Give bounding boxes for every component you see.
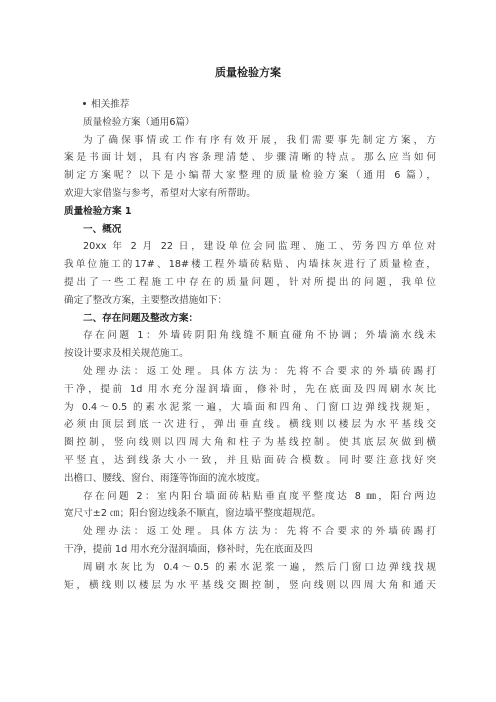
- paragraph-line: 提出了一些工程施工中存在的质量问题，针对所提出的问题，我单位: [64, 276, 436, 288]
- paragraph-line: 宽尺寸±2 ㎝；阳台窗边线条不顺直，窗边墙平整度超规范。: [64, 508, 322, 520]
- related-link-row[interactable]: [64, 96, 436, 114]
- bullet-icon: [83, 102, 86, 105]
- paragraph-line: 干净，提前 1d 用水充分湿润墙面，修补时，先在底面及四: [64, 543, 313, 555]
- paragraph-line: 处理办法：返工处理。具体方法为：先将不合要求的外墙砖踢打: [83, 526, 436, 538]
- paragraph-line: 存在问题 2：室内阳台墙面砖粘贴垂直度平整度达 8 ㎜，阳台两边: [83, 490, 436, 502]
- subtitle: 质量检验方案（通用6篇）: [83, 116, 195, 128]
- paragraph-line: 圈控制，竖向线则以四周大角和柱子为基线控制。使其底层灰做到横: [64, 437, 436, 449]
- document-body: [64, 96, 436, 594]
- paragraph-line: 确定了整改方案，主要整改措施如下：: [64, 294, 228, 306]
- paragraph-line: 矩，横线则以楼层为水平基线交圈控制，竖向线则以四周大角和通天: [64, 579, 436, 591]
- paragraph-line: 为了确保事情或工作有序有效开展，我们需要事先制定方案，方: [83, 134, 436, 146]
- subsection-heading: 二、存在问题及整改方案：: [83, 312, 199, 324]
- paragraph-line: 案是书面计划，具有内容条理清楚、步骤清晰的特点。那么应当如何: [64, 152, 436, 164]
- paragraph-line: 处理办法：返工处理。具体方法为：先将不合要求的外墙砖踢打: [83, 365, 436, 377]
- paragraph-line: 周刷水灰比为 0.4～0.5 的素水泥浆一遍，然后门窗口边弹线找规: [83, 561, 436, 573]
- paragraph-line: 出檐口、腰线、窗台、雨篷等饰面的流水坡度。: [64, 472, 266, 484]
- paragraph-line: 为 0.4～0.5 的素水泥浆一遍，大墙面和四角、门窗口边弹线找规矩，: [64, 401, 436, 413]
- paragraph-line: 按设计要求及相关规范施工。: [64, 348, 189, 360]
- paragraph-line: 欢迎大家借鉴与参考，希望对大家有所帮助。: [64, 187, 256, 199]
- section-heading: 质量检验方案 1: [64, 205, 132, 217]
- related-link[interactable]: 相关推荐: [91, 99, 130, 110]
- paragraph-line: 干净，提前 1d 用水充分湿润墙面，修补时，先在底面及四周刷水灰比: [64, 383, 436, 395]
- paragraph-line: 必须由顶层到底一次进行，弹出垂直线。横线则以楼层为水平基线交: [64, 419, 436, 431]
- paragraph-line: 存在问题 1：外墙砖阴阳角线缝不顺直碰角不协调；外墙滴水线未: [83, 330, 436, 342]
- paragraph-line: 制定方案呢？以下是小编帮大家整理的质量检验方案（通用 6 篇），: [64, 170, 436, 182]
- page-title: 质量检验方案: [215, 66, 281, 79]
- paragraph-line: 20xx 年 2 月 22 日，建设单位会同监理、施工、劳务四方单位对: [83, 241, 436, 253]
- subsection-heading: 一、概况: [83, 223, 122, 235]
- paragraph-line: 平竖直，达到线条大小一致，并且贴面砖合模数。同时要注意找好突: [64, 454, 436, 466]
- paragraph-line: 我单位施工的17#、18#楼工程外墙砖粘贴、内墙抹灰进行了质量检查，: [64, 259, 436, 271]
